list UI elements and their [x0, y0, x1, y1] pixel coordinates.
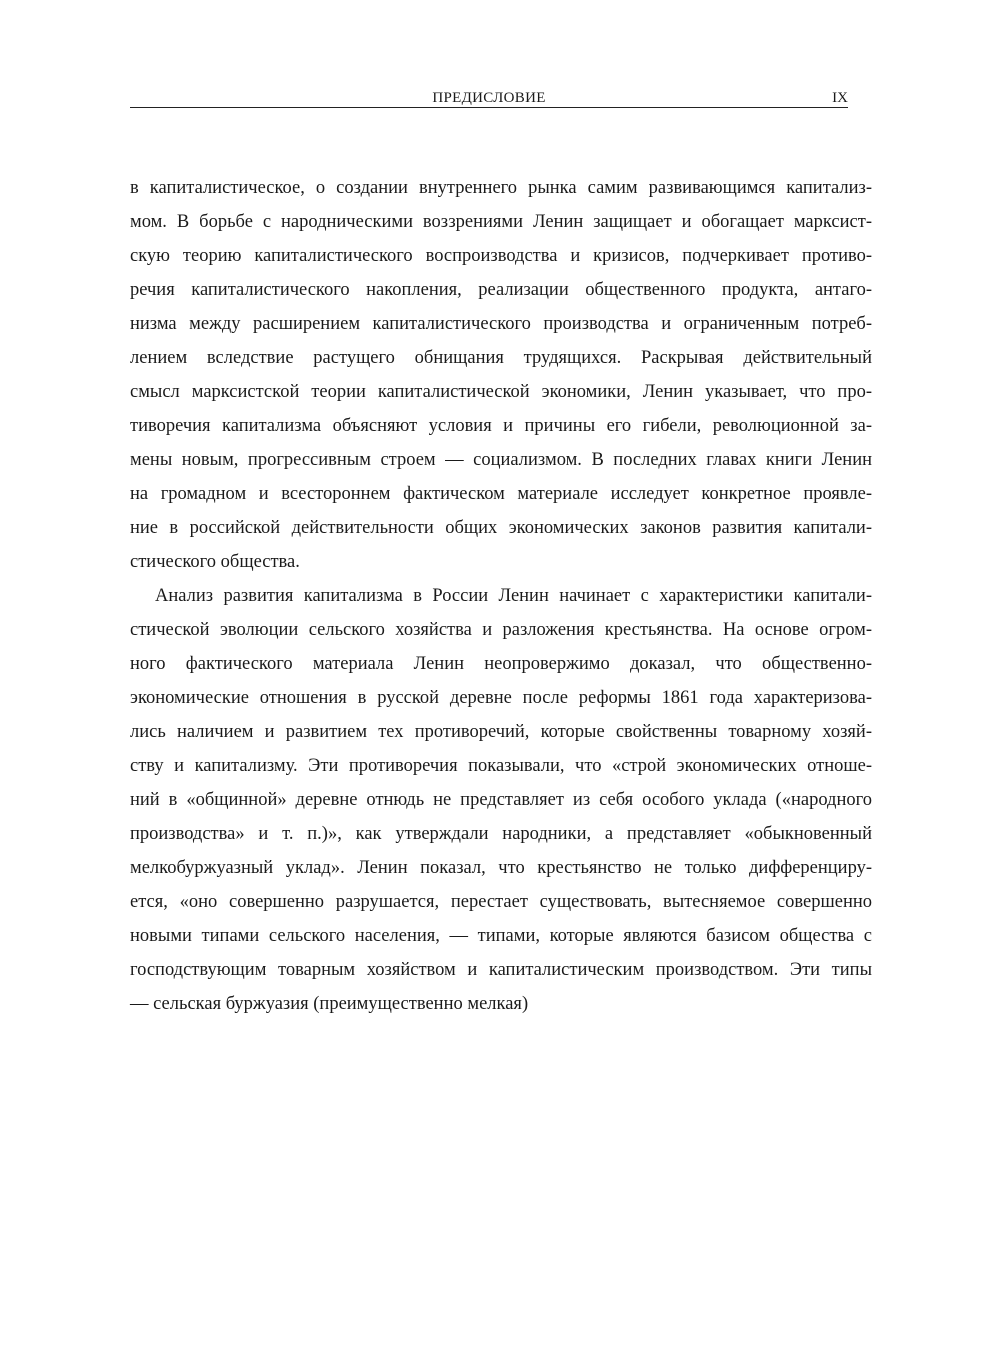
text-line: производства» и т. п.)», как утверждали народники, а представляет «обыкновенный [130, 824, 872, 844]
text-line: — сельская буржуазия (преимущественно мелкая) [130, 994, 529, 1014]
text-line: на громадном и всестороннем фактическом материале исследует конкретное проявле- [130, 484, 872, 504]
body-text [130, 171, 872, 1021]
text-line: мом. В борьбе с народническими воззрениями Ленин защищает и обогащает марксист- [130, 212, 872, 232]
text-line: лись наличием и развитием тех противоречий, которые свойственны товарному хозяй- [130, 722, 872, 742]
text-line: Анализ развития капитализма в России Ленин начинает с характеристики капитали- [155, 586, 872, 606]
paragraph-1 [130, 171, 872, 579]
text-line: в капиталистическое, о создании внутреннего рынка самим развивающимся капитализ- [130, 178, 872, 198]
text-line: низма между расширением капиталистического производства и ограниченным потреб- [130, 314, 872, 334]
paragraph-2 [130, 579, 872, 1021]
text-line: лением вследствие растущего обнищания трудящихся. Раскрывая действительный [130, 348, 872, 368]
text-line: ного фактического материала Ленин неопровержимо доказал, что общественно- [130, 654, 872, 674]
text-line: скую теорию капиталистического воспроизводства и кризисов, подчеркивает противо- [130, 246, 872, 266]
text-line: стического общества. [130, 552, 300, 572]
text-line: стической эволюции сельского хозяйства и разложения крестьянства. На основе огром- [130, 620, 872, 640]
page-number: IX [832, 90, 848, 106]
text-line: смысл марксистской теории капиталистической экономики, Ленин указывает, что про- [130, 382, 872, 402]
text-line: мелкобуржуазный уклад». Ленин показал, что крестьянство не только дифференциру- [130, 858, 872, 878]
text-line: ние в российской действительности общих экономических законов развития капитали- [130, 518, 872, 538]
text-line: господствующим товарным хозяйством и капиталистическим производством. Эти типы [130, 960, 872, 980]
text-line: ний в «общинной» деревне отнюдь не представляет из себя особого уклада («народного [130, 790, 872, 810]
text-line: тиворечия капитализма объясняют условия и причины его гибели, революционной за- [130, 416, 872, 436]
text-line: мены новым, прогрессивным строем — социализмом. В последних главах книги Ленин [130, 450, 872, 470]
text-line: экономические отношения в русской деревне после реформы 1861 года характеризова- [130, 688, 872, 708]
text-line: новыми типами сельского населения, — типами, которые являются базисом общества с [130, 926, 872, 946]
text-line: речия капиталистического накопления, реализации общественного продукта, антаго- [130, 280, 872, 300]
running-title: ПРЕДИСЛОВИЕ [432, 90, 546, 106]
running-header [130, 90, 848, 108]
text-line: ству и капитализму. Эти противоречия показывали, что «строй экономических отноше- [130, 756, 872, 776]
text-line: ется, «оно совершенно разрушается, перестает существовать, вытесняемое совершенно [130, 892, 872, 912]
